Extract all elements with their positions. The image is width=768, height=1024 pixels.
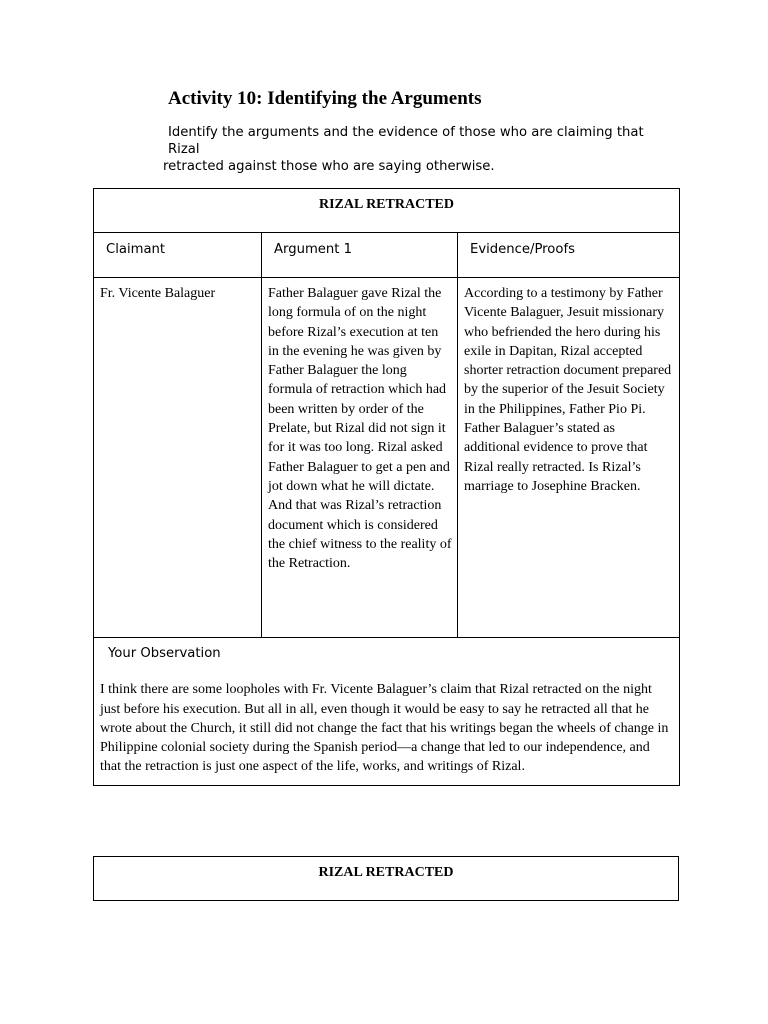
rizal-retracted-table	[93, 188, 680, 786]
page-title: Activity 10: Identifying the Arguments	[168, 88, 482, 109]
instructions-line-2: retracted against those who are saying otherwise.	[163, 159, 495, 174]
table-header: RIZAL RETRACTED	[94, 189, 680, 233]
claimant-cell: Fr. Vicente Balaguer	[94, 278, 262, 638]
table-2-header: RIZAL RETRACTED	[94, 857, 679, 901]
table-row	[94, 278, 680, 638]
instructions-line-1: Identify the arguments and the evidence of those who are claiming that Rizal	[168, 125, 644, 157]
observation-text: I think there are some loopholes with Fr. Vicente Balaguer’s claim that Rizal retracted on the night just before his execution. But all in all, even though it would be easy to say he retracted all that he wrote about the Church, it still did not change the fact that his writings began the wheels of change in Philippine colonial society during the Spanish period—a change that led to our independence, and that the retraction is just one aspect of the life, works, and writings of Rizal.	[100, 682, 669, 775]
column-header-claimant: Claimant	[94, 233, 262, 278]
observation-cell	[94, 638, 680, 786]
evidence-cell: According to a testimony by Father Vicente Balaguer, Jesuit missionary who befriended the hero during his exile in Dapitan, Rizal accepted shorter retraction document prepared by the superior of the Jesuit Society in the Philippines, Father Pio Pi. Father Balaguer’s stated as additional evidence to prove that Rizal really retracted. Is Rizal’s marriage to Josephine Bracken.	[458, 278, 680, 638]
observation-label: Your Observation	[108, 646, 221, 661]
instructions	[163, 124, 663, 175]
column-header-evidence: Evidence/Proofs	[458, 233, 680, 278]
rizal-retracted-table-2	[93, 856, 679, 901]
column-header-argument: Argument 1	[262, 233, 458, 278]
argument-cell: Father Balaguer gave Rizal the long formula of on the night before Rizal’s execution at ten in the evening he was given by Father Balaguer the long formula of retraction which had been written by order of the Prelate, but Rizal did not sign it for it was too long. Rizal asked Father Balaguer to get a pen and jot down what he will dictate. And that was Rizal’s retraction document which is considered the chief witness to the reality of the Retraction.	[262, 278, 458, 638]
